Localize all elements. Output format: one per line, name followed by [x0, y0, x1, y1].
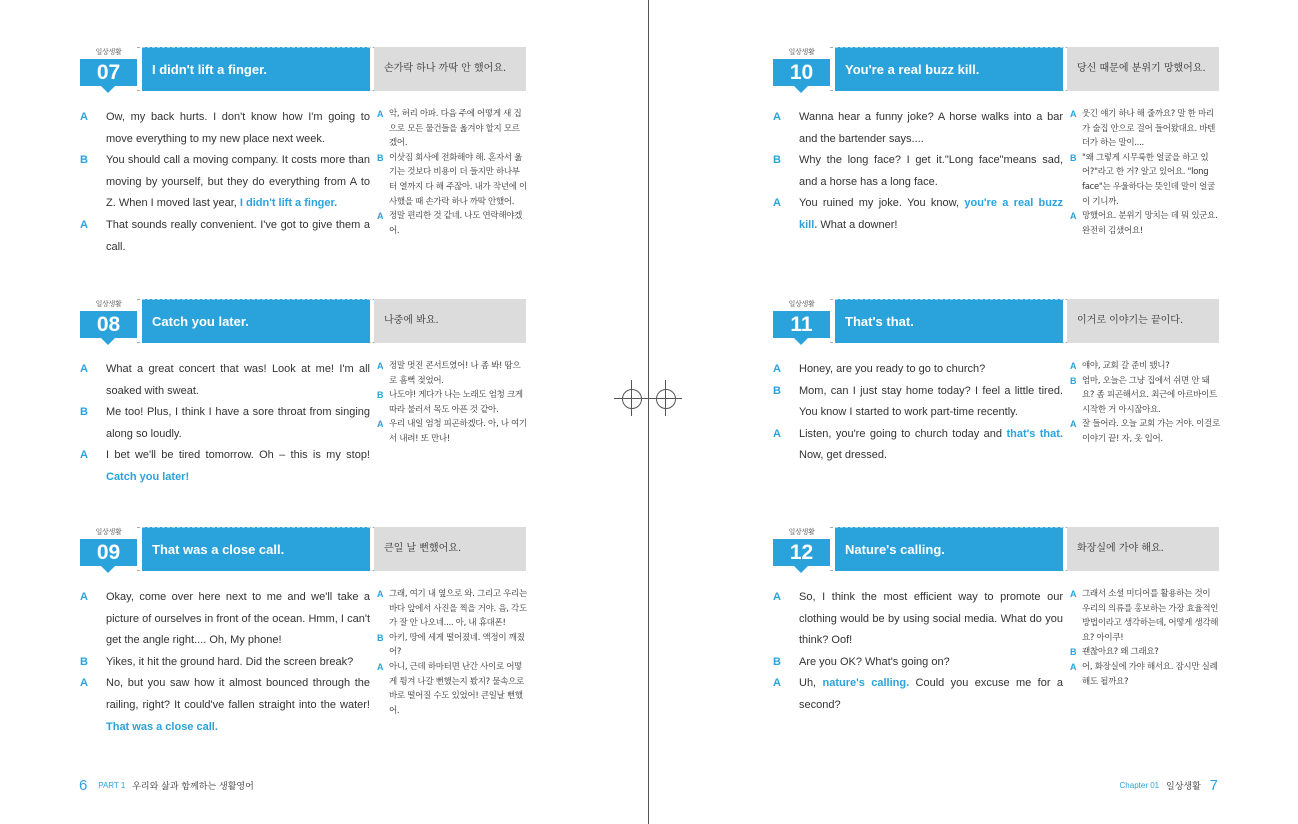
- translation-text: 어, 화장실에 가야 해서요. 잠시만 실례해도 될까요?: [1082, 661, 1218, 687]
- speaker-label: B: [377, 390, 384, 401]
- speaker-label: A: [377, 589, 384, 599]
- speaker-label: A: [80, 218, 88, 231]
- expression-title: Catch you later.: [142, 299, 370, 343]
- dialog-text-end: Now, get dressed.: [799, 449, 888, 462]
- translation-line: [377, 209, 527, 238]
- section-header: [80, 47, 526, 95]
- dialog-text: Okay, come over here next to me and we'll take a picture of ourselves in front of the ocean. Hmm, I can't get the angle right.... Oh, My phone!: [106, 591, 370, 647]
- translation-text: 망했어요. 분위기 망치는 데 뭐 있군요. 완전히 김샜어요!: [1082, 211, 1218, 236]
- dialog-line: [80, 359, 370, 402]
- expression-section-11: [773, 299, 1220, 462]
- translation-line: [377, 151, 527, 209]
- dialog-text-end: What a downer!: [817, 218, 898, 231]
- category-label: 일상생활: [95, 300, 122, 308]
- expression-title: That was a close call.: [142, 527, 370, 571]
- translation-line: [1070, 359, 1220, 374]
- translation-text: 이삿짐 회사에 전화해야 해. 혼자서 옮기는 것보다 비용이 더 들지만 하나부터 열까지 다 해 주잖아. 내가 작년에 이사했을 때 손가락 하나 까딱 안했어.: [389, 152, 527, 207]
- dialog-text: Mom, can I just stay home today? I feel a little tired. You know I started to work part-time recently.: [799, 384, 1063, 419]
- translation-line: [377, 587, 527, 631]
- speaker-label: B: [773, 384, 781, 397]
- speaker-label: A: [1070, 589, 1077, 599]
- english-dialog: [80, 587, 370, 738]
- speaker-label: A: [377, 109, 384, 119]
- speaker-label: A: [773, 591, 781, 603]
- english-dialog: [773, 587, 1063, 717]
- expression-section-10: [773, 47, 1219, 236]
- english-dialog: [773, 107, 1063, 237]
- speaker-label: B: [773, 655, 781, 668]
- dialog-text: Why the long face? I get it."Long face"means sad, and a horse has a long face.: [799, 154, 1063, 188]
- expression-number: 10: [773, 59, 830, 86]
- translation-text: 잘 들어라. 오늘 교회 가는 거야. 이걸로 이야기 끝! 자, 옷 입어.: [1082, 419, 1220, 444]
- expression-korean-title: 큰일 날 뻔했어요.: [374, 527, 526, 571]
- dialog-text: No, but you saw how it almost bounced through the railing, right? It could've fallen straight into the water!: [106, 677, 370, 711]
- speaker-label: A: [80, 591, 88, 603]
- expression-section-07: [80, 47, 527, 253]
- korean-translation: [377, 107, 527, 238]
- speaker-label: A: [1070, 361, 1077, 371]
- dialog-text: Listen, you're going to church today and: [799, 427, 1007, 440]
- expression-korean-title: 당신 때문에 분위기 망했어요.: [1067, 47, 1219, 91]
- section-header: [773, 47, 1219, 95]
- expression-number: 07: [80, 59, 137, 86]
- dialog-text: You ruined my joke. You know,: [799, 197, 965, 210]
- speaker-label: A: [773, 197, 781, 210]
- dialog-line: [80, 652, 370, 674]
- expression-section-12: [773, 527, 1219, 711]
- expression-number: 08: [80, 311, 137, 338]
- expression-korean-title: 손가락 하나 까딱 안 했어요.: [374, 47, 526, 91]
- translation-line: [1070, 587, 1220, 645]
- section-header: [773, 299, 1219, 347]
- speaker-label: A: [377, 361, 384, 371]
- part-label: PART 1: [98, 781, 126, 790]
- translation-text: 웃긴 얘기 하나 해 줄까요? 말 한 마리가 술집 안으로 걸어 들어왔대요. 바텐더가 하는 말이....: [1082, 109, 1216, 149]
- translation-line: [1070, 645, 1220, 660]
- key-expression: you're a real buzz kill.: [799, 197, 1063, 231]
- dialog-text: You should call a moving company. It costs more than moving by yourself, but they do everything from A to Z. When I moved last year,: [106, 154, 370, 210]
- dialog-line: [80, 402, 370, 445]
- speaker-label: B: [773, 154, 781, 167]
- speaker-label: B: [1070, 647, 1077, 658]
- speaker-label: A: [1070, 419, 1077, 430]
- translation-text: 우리 내일 엄청 피곤하겠다. 아, 나 여기서 내려! 또 만나!: [389, 419, 527, 444]
- key-expression: That was a close call.: [106, 720, 218, 733]
- key-expression: nature's calling.: [822, 677, 910, 690]
- dialog-text: Honey, are you ready to go to church?: [799, 363, 986, 375]
- dialog-line: [773, 359, 1063, 381]
- category-label: 일상생활: [95, 528, 122, 536]
- footer-left: [79, 777, 254, 794]
- expression-korean-title: 나중에 봐요.: [374, 299, 526, 343]
- section-header: [80, 299, 526, 347]
- speaker-label: B: [1070, 152, 1077, 163]
- expression-section-09: [80, 527, 527, 733]
- korean-translation: [377, 587, 527, 718]
- expression-korean-title: 이거로 이야기는 끝이다.: [1067, 299, 1219, 343]
- dialog-line: [773, 381, 1063, 424]
- dialog-text: What a great concert that was! Look at me! I'm all soaked with sweat.: [106, 363, 370, 397]
- section-header: [773, 527, 1219, 575]
- part-title: 우리와 삶과 함께하는 생활영어: [132, 782, 254, 792]
- translation-line: [377, 660, 527, 718]
- translation-line: [377, 388, 527, 417]
- speaker-label: B: [80, 406, 88, 419]
- translation-line: [1070, 209, 1220, 238]
- translation-text: 그래서 소셜 미디어를 활용하는 것이 우리의 의류를 홍보하는 가장 효율적인 방법이라고 생각하는데, 어떻게 생각해요? 아이쿠!: [1082, 589, 1219, 643]
- dialog-line: [80, 107, 370, 150]
- expression-number: 11: [773, 311, 830, 338]
- translation-text: 엄마, 오늘은 그냥 집에서 쉬면 안 돼요? 좀 피곤해서요. 최근에 아르바이트 시작한 거 아시잖아요.: [1082, 375, 1217, 415]
- translation-text: 아키, 땅에 세게 떨어졌네. 액정이 깨졌어?: [389, 632, 525, 658]
- korean-translation: [1070, 587, 1220, 689]
- dialog-text: Ow, my back hurts. I don't know how I'm going to move everything to my new place next week.: [106, 111, 370, 145]
- key-expression: Catch you later!: [106, 470, 190, 483]
- speaker-label: A: [80, 111, 88, 123]
- speaker-label: A: [773, 111, 781, 123]
- korean-translation: [1070, 107, 1220, 238]
- speaker-label: B: [80, 655, 88, 668]
- dialog-text: Uh,: [799, 677, 823, 690]
- key-expression: I didn't lift a finger.: [239, 197, 338, 210]
- translation-text: 정말 멋진 콘서트였어! 나 좀 봐! 땀으로 흠뻑 젖었어.: [389, 361, 521, 386]
- speaker-label: A: [80, 677, 88, 690]
- translation-line: [377, 107, 527, 151]
- dialog-text: Me too! Plus, I think I have a sore throat from singing along so loudly.: [106, 406, 370, 440]
- expression-number: 12: [773, 539, 830, 566]
- category-label: 일상생활: [788, 528, 815, 536]
- dialog-line: [80, 150, 370, 215]
- dialog-line: [80, 445, 370, 488]
- expression-number: 09: [80, 539, 137, 566]
- translation-line: [1070, 660, 1220, 689]
- english-dialog: [773, 359, 1063, 467]
- speaker-label: B: [377, 632, 384, 643]
- translation-line: [1070, 374, 1220, 418]
- speaker-label: B: [1070, 375, 1077, 386]
- dialog-line: [773, 652, 1063, 674]
- dialog-text: Yikes, it hit the ground hard. Did the screen break?: [106, 655, 354, 668]
- category-label: 일상생활: [95, 48, 122, 56]
- korean-translation: [1070, 359, 1220, 447]
- speaker-label: A: [80, 449, 88, 462]
- speaker-label: A: [773, 677, 781, 690]
- dialog-line: [80, 587, 370, 652]
- speaker-label: A: [773, 427, 781, 440]
- translation-line: [377, 631, 527, 660]
- translation-text: 정말 편리한 것 같네. 나도 연락해야겠어.: [389, 211, 523, 236]
- translation-line: [1070, 417, 1220, 446]
- dialog-line: [80, 215, 370, 258]
- expression-title: I didn't lift a finger.: [142, 47, 370, 91]
- translation-text: 악, 허리 아파. 다음 주에 어떻게 새 집으로 모든 물건들을 옮겨야 할지 모르겠어.: [389, 109, 522, 149]
- translation-text: 아니, 근데 하마터면 난간 사이로 어떻게 튕겨 나갈 뻔했는지 봤지? 물속으로 바로 떨어질 수도 있었어! 큰일날 뻔했어.: [389, 661, 524, 716]
- speaker-label: A: [80, 363, 88, 375]
- translation-text: 나도야! 게다가 나는 노래도 엄청 크게 따라 불러서 목도 아픈 것 같아.: [389, 390, 523, 415]
- english-dialog: [80, 359, 370, 489]
- english-dialog: [80, 107, 370, 258]
- dialog-text: So, I think the most efficient way to promote our clothing would be by using social media. What do you think? Oof!: [799, 591, 1063, 647]
- dialog-line: [773, 424, 1063, 467]
- dialog-line: [773, 193, 1063, 236]
- expression-title: That's that.: [835, 299, 1063, 343]
- page-number-left: 6: [79, 777, 88, 794]
- dialog-line: [773, 150, 1063, 193]
- speaker-label: A: [377, 661, 384, 672]
- category-label: 일상생활: [788, 48, 815, 56]
- speaker-label: A: [1070, 211, 1077, 222]
- section-header: [80, 527, 526, 575]
- chapter-title: 일상생활: [1166, 782, 1201, 792]
- dialog-text: Wanna hear a funny joke? A horse walks into a bar and the bartender says....: [799, 111, 1063, 145]
- dialog-line: [773, 673, 1063, 716]
- key-expression: that's that.: [1006, 427, 1063, 440]
- expression-korean-title: 화장실에 가야 해요.: [1067, 527, 1219, 571]
- translation-text: "왜 그렇게 시무룩한 얼굴을 하고 있어?"라고 한 거? 알고 있어요. "long face"는 우울하다는 뜻인데 말이 얼굴이 기니까.: [1082, 152, 1215, 207]
- speaker-label: B: [377, 152, 384, 163]
- translation-text: 얘야, 교회 갈 준비 됐니?: [1082, 361, 1170, 371]
- translation-line: [1070, 151, 1220, 209]
- dialog-line: [773, 587, 1063, 652]
- speaker-label: A: [377, 211, 384, 222]
- page-number-right: 7: [1209, 777, 1218, 794]
- speaker-label: A: [1070, 109, 1077, 119]
- category-label: 일상생활: [788, 300, 815, 308]
- translation-line: [377, 417, 527, 446]
- dialog-line: [80, 673, 370, 738]
- speaker-label: A: [1070, 661, 1077, 672]
- translation-line: [377, 359, 527, 388]
- speaker-label: A: [377, 419, 384, 430]
- expression-section-08: [80, 299, 527, 483]
- dialog-text: I bet we'll be tired tomorrow. Oh – this is my stop!: [106, 449, 370, 462]
- speaker-label: B: [80, 154, 88, 167]
- chapter-label: Chapter 01: [1119, 781, 1160, 790]
- expression-title: Nature's calling.: [835, 527, 1063, 571]
- expression-title: You're a real buzz kill.: [835, 47, 1063, 91]
- dialog-text-end: Could you excuse me for a second?: [799, 677, 1063, 711]
- page-spine: [648, 0, 649, 824]
- dialog-text: That sounds really convenient. I've got to give them a call.: [106, 218, 370, 253]
- korean-translation: [377, 359, 527, 447]
- dialog-text: Are you OK? What's going on?: [799, 655, 950, 668]
- dialog-line: [773, 107, 1063, 150]
- footer-right: [1120, 777, 1218, 794]
- translation-text: 그래, 여기 내 옆으로 와. 그리고 우리는 바다 앞에서 사진을 찍을 거야. 음, 각도가 잘 안 나오네.... 아, 내 휴대폰!: [389, 589, 527, 629]
- translation-line: [1070, 107, 1220, 151]
- translation-text: 괜찮아요? 왜 그래요?: [1082, 647, 1159, 658]
- speaker-label: A: [773, 363, 781, 375]
